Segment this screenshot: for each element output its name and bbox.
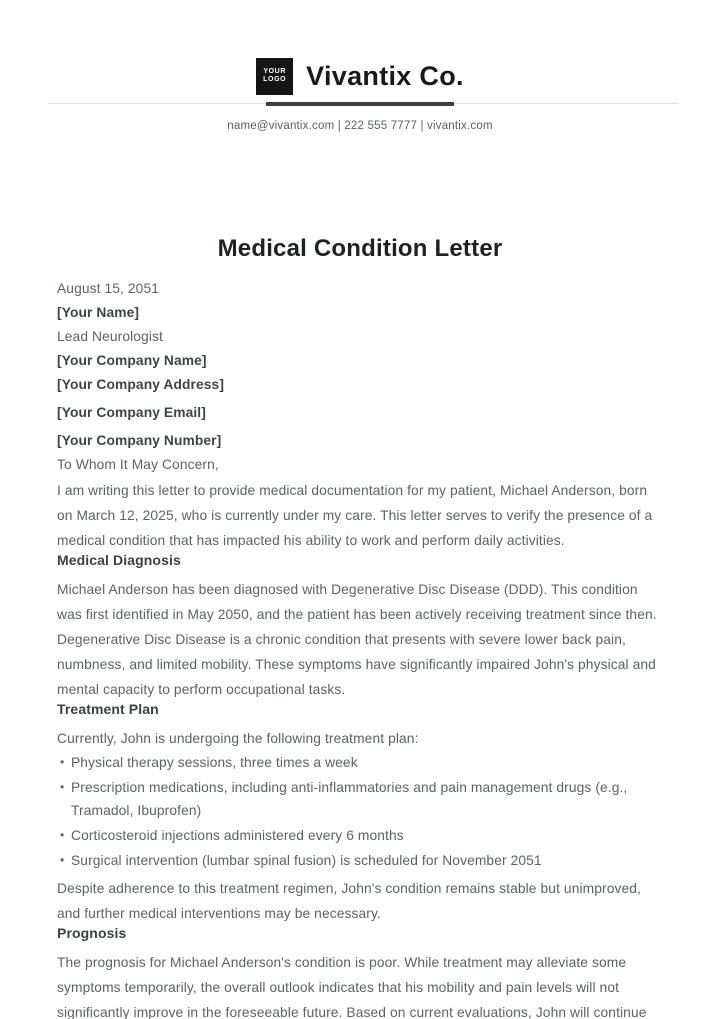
salutation: To Whom It May Concern, [57, 457, 219, 472]
treatment-bullet: • Physical therapy sessions, three times a week [57, 751, 663, 774]
prognosis-paragraph: The prognosis for Michael Anderson's condition is poor. While treatment may alleviate some symptoms temporarily, the overall outlook indicates that his mobility and pain levels will not significantly improve in the foreseeable future. Based on current evaluations, John will continue [57, 955, 647, 1019]
company-email-placeholder: [Your Company Email] [57, 405, 206, 420]
company-name: Vivantix Co. [306, 60, 464, 91]
letter-date: August 15, 2051 [57, 281, 159, 296]
intro-paragraph: I am writing this letter to provide medical documentation for my patient, Michael Anderson, born on March 12, 2025, who is currently under my care. This letter serves to verify the presence of a medical condition that has impacted his ability to work and perform daily activities. [57, 483, 653, 548]
header-divider [0, 102, 720, 106]
treatment-bullet-list [57, 751, 663, 872]
treatment-note: Despite adherence to this treatment regimen, John's condition remains stable but unimproved, and further medical interventions may be necessary. [57, 881, 641, 921]
diagnosis-paragraph: Michael Anderson has been diagnosed with Degenerative Disc Disease (DDD). This condition was first identified in May 2050, and the patient has been actively receiving treatment since then. Degenerative Disc Disease is a chronic condition that presents with severe lower back pain, numbness, and limited mobility. These symptoms have significantly impaired John's physical and mental capacity to perform occupational tasks. [57, 582, 657, 697]
company-address-placeholder: [Your Company Address] [57, 377, 225, 392]
company-number-placeholder: [Your Company Number] [57, 433, 222, 448]
prognosis-heading: Prognosis [57, 925, 127, 941]
treatment-bullet: • Surgical intervention (lumbar spinal fusion) is scheduled for November 2051 [57, 849, 663, 872]
company-name-placeholder: [Your Company Name] [57, 353, 207, 368]
logo-text-line2: LOGO [263, 76, 287, 83]
letter-title: Medical Condition Letter [217, 235, 503, 262]
letter-body [0, 234, 720, 1019]
contact-info: name@vivantix.com | 222 555 7777 | vivantix.com [227, 120, 493, 132]
treatment-intro: Currently, John is undergoing the following treatment plan: [57, 731, 419, 746]
company-logo-placeholder-icon [256, 58, 293, 95]
brand-row [0, 57, 720, 95]
sender-role: Lead Neurologist [57, 329, 163, 344]
sender-name-placeholder: [Your Name] [57, 305, 140, 320]
treatment-heading: Treatment Plan [57, 701, 159, 717]
letterhead [0, 0, 720, 133]
logo-text-line1: YOUR [263, 68, 286, 75]
divider-accent-bar [266, 102, 454, 106]
treatment-bullet: • Prescription medications, including anti-inflammatories and pain management drugs (e.g., Tramadol, Ibuprofen) [57, 776, 663, 822]
diagnosis-heading: Medical Diagnosis [57, 552, 181, 568]
treatment-bullet: • Corticosteroid injections administered every 6 months [57, 824, 663, 847]
